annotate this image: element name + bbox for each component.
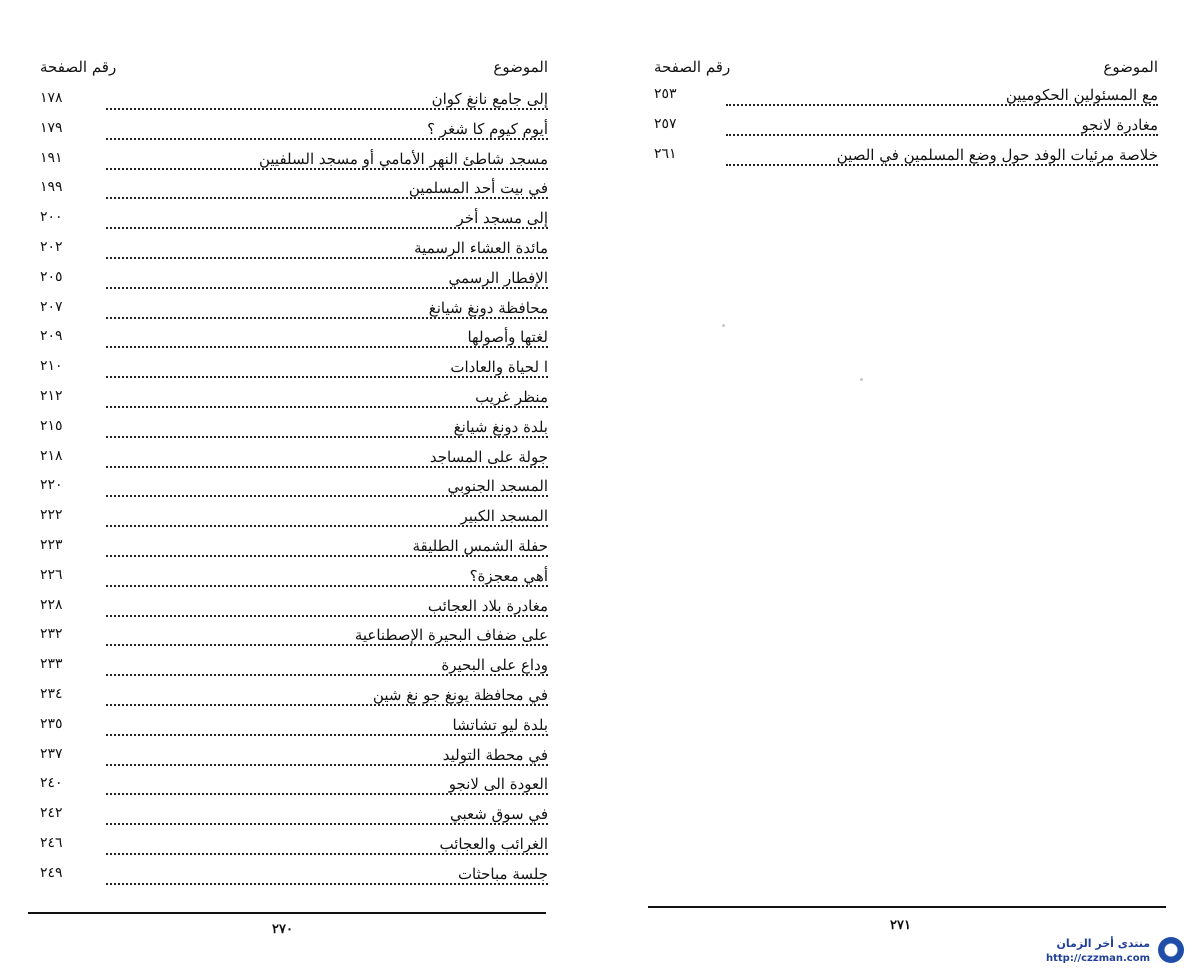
toc-entry — [40, 324, 548, 354]
toc-entry-page: ٢٣٣ — [40, 656, 63, 673]
toc-entry-page: ٢٣٢ — [40, 626, 63, 643]
watermark-url: http://czzman.com — [1045, 953, 1150, 964]
toc-entry-page: ٢٠٩ — [40, 328, 63, 345]
toc-entry-title: مع المسئولين الحكوميين — [1005, 86, 1158, 104]
toc-entry-page: ١٧٩ — [40, 119, 63, 136]
toc-entry-title: جولة على المساجد — [429, 447, 548, 466]
page-number-column-header: رقم الصفحة — [654, 58, 731, 76]
paper-fleck — [722, 324, 725, 327]
toc-entry — [40, 295, 548, 325]
toc-entry-title: بلدة دونغ شيانغ — [453, 417, 548, 436]
toc-entry-title: محافظة دونغ شيانغ — [428, 298, 548, 317]
toc-entry-page: ٢٥٧ — [654, 115, 677, 132]
toc-entry-title: لغتها وأصولها — [467, 328, 548, 347]
toc-entry-page: ٢٦١ — [654, 145, 677, 162]
toc-entry-page: ٢٠٠ — [40, 209, 63, 226]
forum-watermark — [1010, 935, 1192, 975]
toc-entry — [40, 861, 548, 891]
toc-entry — [40, 473, 548, 503]
toc-entry-page: ٢٤٠ — [40, 775, 63, 792]
toc-entry — [40, 533, 548, 563]
toc-entry-title: على ضفاف البحيرة الإصطناعية — [354, 626, 548, 645]
toc-entry-page: ٢٠٧ — [40, 298, 63, 315]
toc-entry-title: مغادرة بلاد العجائب — [427, 596, 548, 615]
topic-column-header: الموضوع — [493, 58, 548, 76]
toc-entry-page: ٢٤٦ — [40, 834, 63, 851]
toc-entry-title: مائدة العشاء الرسمية — [414, 238, 548, 257]
toc-entry — [40, 235, 548, 265]
toc-entry-page: ٢٣٧ — [40, 745, 63, 762]
watermark-name: منتدى أخر الزمان — [1056, 937, 1150, 950]
toc-entry-title: في بيت أحد المسلمين — [408, 179, 548, 198]
toc-entry — [40, 801, 548, 831]
toc-entry-title: في محطة التوليد — [442, 745, 548, 764]
toc-entry-page: ٢٣٥ — [40, 715, 63, 732]
toc-entry-page: ٢٠٥ — [40, 268, 63, 285]
toc-entry-title: ا لحياة والعادات — [450, 358, 548, 377]
toc-entry-title: منظر غريب — [475, 387, 548, 406]
toc-entry-page: ٢٢٣ — [40, 536, 63, 553]
toc-entry-title: الغرائب والعجائب — [439, 834, 548, 853]
toc-entry — [40, 146, 548, 176]
toc-entry-title: جلسة مباحثات — [457, 864, 548, 883]
toc-entry-page: ٢١٠ — [40, 358, 63, 375]
page-rule — [28, 912, 546, 914]
forum-logo-icon — [1158, 937, 1184, 963]
toc-entry-page: ٢٢٦ — [40, 566, 63, 583]
toc-entry — [40, 265, 548, 295]
toc-entry — [40, 682, 548, 712]
toc-entry — [40, 414, 548, 444]
paper-fleck — [860, 378, 863, 381]
toc-entry-title: في محافظة يونغ جو نغ شين — [372, 685, 548, 704]
toc-entry-title: مغادرة لانجو — [1081, 115, 1158, 134]
toc-entry-page: ٢٢٢ — [40, 507, 63, 524]
toc-entry — [40, 831, 548, 861]
toc-entry-title: المسجد الجنوبي — [447, 477, 548, 496]
toc-entry-page: ١٩٩ — [40, 179, 63, 196]
toc-entry — [40, 622, 548, 652]
page-number-column-header: رقم الصفحة — [40, 58, 117, 76]
toc-entry — [40, 205, 548, 235]
toc-entry-page: ٢٢٠ — [40, 477, 63, 494]
toc-entry-title: مسجد شاطئ النهر الأمامي أو مسجد السلفيين — [258, 149, 548, 168]
toc-entry — [654, 82, 1158, 112]
toc-entry — [40, 742, 548, 772]
toc-entry — [40, 116, 548, 146]
toc-entry — [40, 593, 548, 623]
toc-entry — [40, 712, 548, 742]
toc-entry — [654, 112, 1158, 142]
toc-entry-title: المسجد الكبير — [460, 507, 548, 526]
toc-entry-page: ٢١٨ — [40, 447, 63, 464]
toc-entry-page: ٢١٥ — [40, 417, 63, 434]
toc-entry — [40, 771, 548, 801]
toc-entry — [40, 444, 548, 474]
toc-entry — [40, 652, 548, 682]
toc-entry-title: أيوم كيوم كا شغر ؟ — [427, 119, 548, 138]
toc-entry-title: بلدة ليو تشاتشا — [452, 715, 548, 734]
toc-entry — [40, 503, 548, 533]
toc-entry-page: ١٩١ — [40, 149, 63, 166]
toc-entry-page: ٢٤٢ — [40, 805, 63, 822]
toc-entry-page: ١٧٨ — [40, 90, 63, 106]
page-rule — [648, 906, 1166, 908]
page-folio: ٢٧٠ — [272, 922, 293, 937]
toc-entry-title: أهي معجزة؟ — [469, 566, 548, 585]
toc-entry-page: ٢٢٨ — [40, 596, 63, 613]
toc-entry-title: وداع على البحيرة — [441, 656, 548, 675]
toc-entry — [40, 563, 548, 593]
table-of-contents — [40, 86, 548, 891]
toc-entry-title: حفلة الشمس الطليقة — [412, 536, 548, 555]
toc-entry-title: العودة الى لانجو — [448, 775, 548, 794]
toc-entry — [654, 142, 1158, 172]
toc-entry-title: خلاصة مرئيات الوفد حول وضع المسلمين في الصين — [836, 145, 1158, 164]
toc-entry — [40, 354, 548, 384]
table-of-contents — [654, 82, 1158, 171]
toc-entry-title: في سوق شعبي — [450, 805, 548, 824]
toc-entry-page: ٢٥٣ — [654, 86, 677, 102]
toc-entry-page: ٢٣٤ — [40, 685, 63, 702]
toc-entry — [40, 86, 548, 116]
page-folio: ٢٧١ — [890, 918, 911, 933]
toc-entry — [40, 384, 548, 414]
right-page — [596, 0, 1192, 978]
toc-entry-page: ٢١٢ — [40, 387, 63, 404]
toc-entry-page: ٢٠٢ — [40, 238, 63, 255]
toc-entry — [40, 175, 548, 205]
toc-entry-title: إلى مسجد أخر — [456, 209, 548, 228]
toc-entry-title: الإفطار الرسمي — [448, 268, 548, 287]
toc-entry-title: إلى جامع نانغ كوان — [431, 90, 548, 108]
topic-column-header: الموضوع — [1103, 58, 1158, 76]
toc-entry-page: ٢٤٩ — [40, 864, 63, 881]
